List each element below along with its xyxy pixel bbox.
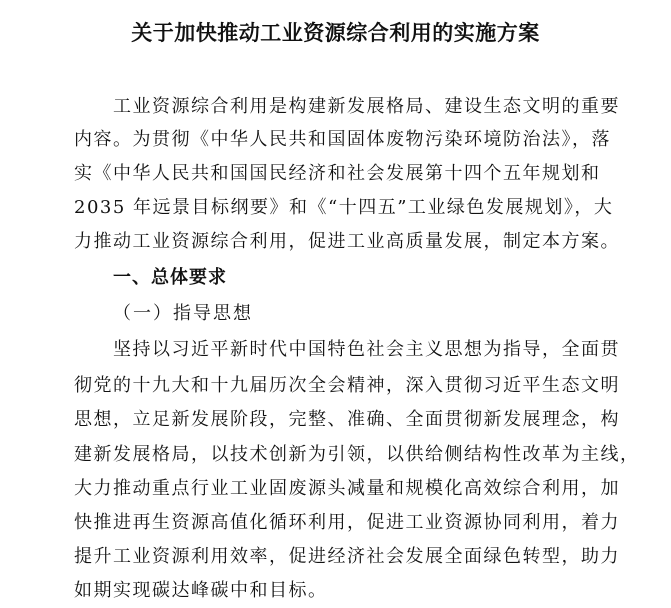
body-line-5: 大力推动重点行业工业固废源头减量和规模化高效综合利用，加	[74, 478, 620, 499]
intro-line-2: 内容。为贯彻《中华人民共和国固体废物污染环境防治法》，落	[74, 129, 611, 150]
intro-line-3: 实《中华人民共和国国民经济和社会发展第十四个五年规划和	[74, 163, 601, 184]
subsection-heading: （一）指导思想	[113, 303, 253, 324]
intro-line-5: 力推动工业资源综合利用，促进工业高质量发展，制定本方案。	[74, 231, 620, 252]
section-heading: 一、总体要求	[113, 267, 227, 288]
body-line-4: 建新发展格局，以技术创新为引领，以供给侧结构性改革为主线，	[74, 444, 640, 465]
body-line-3: 思想，立足新发展阶段，完整、准确、全面贯彻新发展理念，构	[74, 409, 620, 430]
intro-line-1: 工业资源综合利用是构建新发展格局、建设生态文明的重要	[113, 96, 620, 117]
body-line-6: 快推进再生资源高值化循环利用，促进工业资源协同利用，着力	[74, 512, 620, 533]
body-line-2: 彻党的十九大和十九届历次全会精神，深入贯彻习近平生态文明	[74, 375, 620, 396]
body-line-8: 如期实现碳达峰碳中和目标。	[74, 580, 328, 601]
intro-line-4: 2035 年远景目标纲要》和《“十四五”工业绿色发展规划》，大	[74, 197, 614, 218]
body-line-1: 坚持以习近平新时代中国特色社会主义思想为指导，全面贯	[113, 339, 620, 360]
document-title: 关于加快推动工业资源综合利用的实施方案	[131, 20, 540, 45]
body-line-7: 提升工业资源利用效率，促进经济社会发展全面绿色转型，助力	[74, 546, 620, 567]
